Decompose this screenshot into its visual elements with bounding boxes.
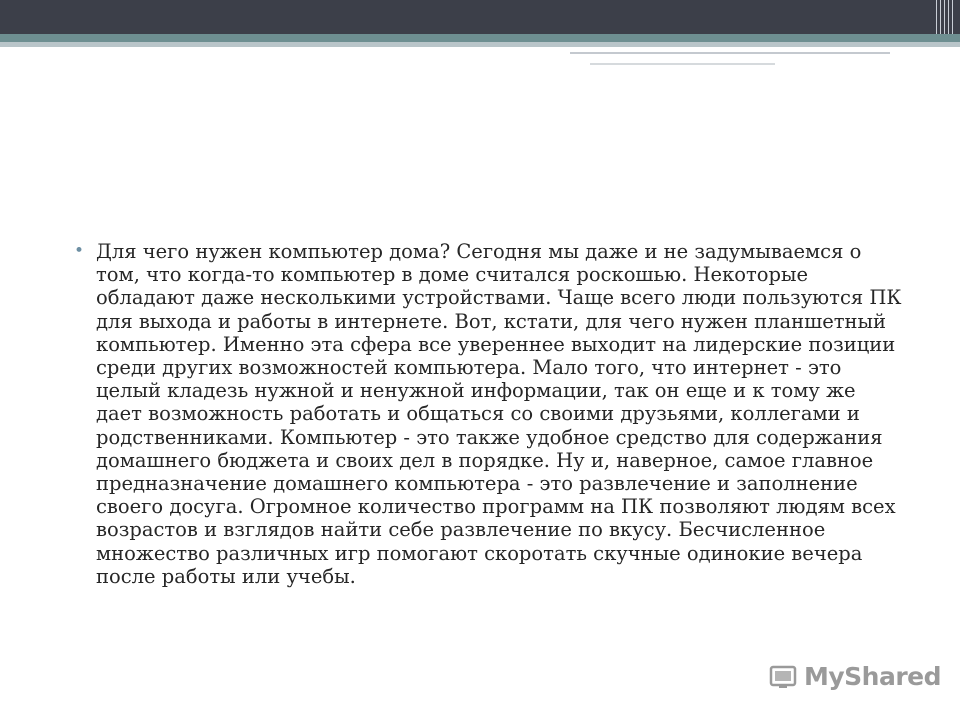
watermark [768, 656, 941, 696]
watermark-text: MyShared [804, 661, 942, 691]
top-bar-decoration [936, 0, 954, 36]
accent-stripe [0, 34, 960, 42]
bullet-marker: • [74, 241, 85, 261]
bullet-item [74, 240, 904, 588]
accent-stripe-light [0, 42, 960, 47]
top-bar [0, 0, 960, 34]
title-divider-line [570, 52, 890, 54]
title-divider-line-short [590, 63, 775, 65]
bullet-text: Для чего нужен компьютер дома? Сегодня мы даже и не задумываемся о том, что когда-то компьютер в доме считался роскошью. Некоторые обладают даже несколькими устройствами. Чаще всего люди пользуются ПК для выхода и работы в интернете. Вот, кстати, для чего нужен планшетный компьютер. Именно эта сфера все увереннее выходит на лидерские позиции среди других возможностей компьютера. Мало того, что интернет - это целый кладезь нужной и ненужной информации, так он еще и к тому же дает возможность работать и общаться со своими друзьями, коллегами и родственниками. Компьютер - это также удобное средство для содержания домашнего бюджета и своих дел в порядке. Ну и, наверное, самое главное предназначение домашнего компьютера - это развлечение и заполнение своего досуга. Огромное количество программ на ПК позволяют людям всех возрастов и взглядов найти себе развлечение по вкусу. Бесчисленное множество различных игр помогают скоротать скучные одинокие вечера после работы или учебы. [96, 240, 902, 588]
myshared-logo-icon [768, 661, 798, 691]
slide-content [74, 240, 904, 588]
